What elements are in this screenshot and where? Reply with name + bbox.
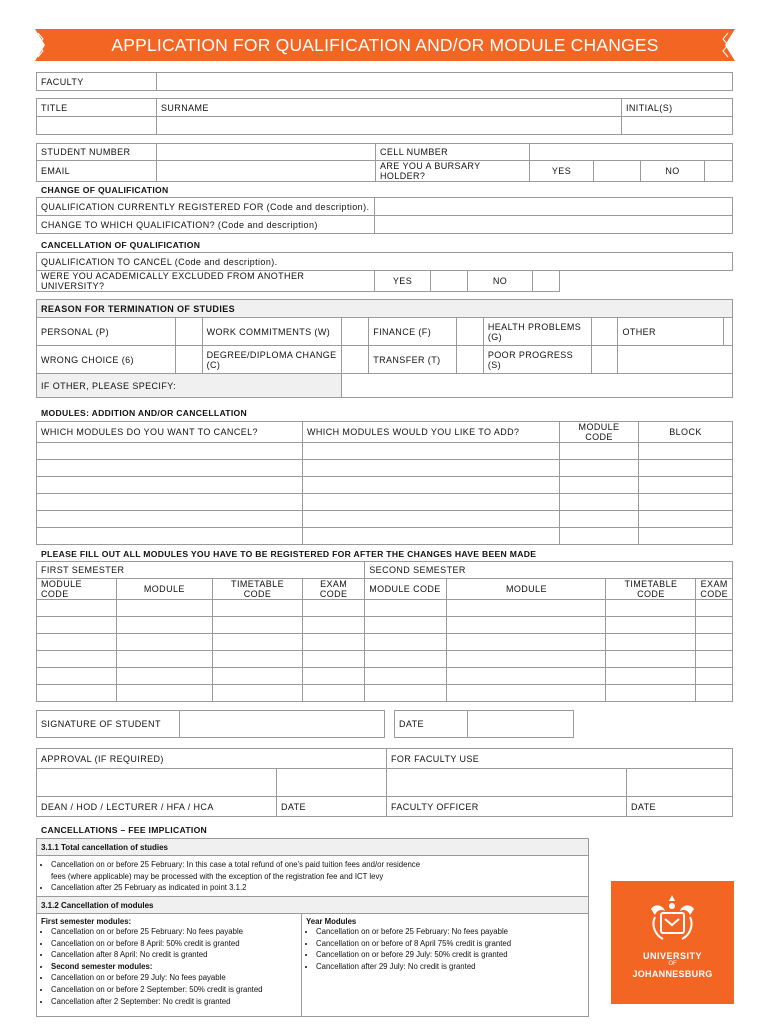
fees-year-item: • Cancellation after 29 July: No credit is granted (316, 961, 511, 973)
reason-poor-label: POOR PROGRESS (S) (483, 346, 591, 374)
cell-label: CELL NUMBER (376, 144, 530, 161)
modules-heading: MODULES: ADDITION AND/OR CANCELLATION (41, 408, 248, 418)
student-number-field[interactable] (157, 144, 376, 161)
modules-add-cell[interactable] (303, 511, 560, 528)
fees-total-list (37, 859, 420, 894)
signature-table (36, 710, 385, 738)
signature-date-field[interactable] (468, 711, 574, 738)
modules-row (37, 460, 733, 477)
reg-first-module-cell[interactable] (116, 651, 213, 668)
dean-field[interactable] (37, 769, 277, 797)
cancel-qualification-label: QUALIFICATION TO CANCEL (Code and description). (37, 253, 733, 271)
cancel-heading: CANCELLATION OF QUALIFICATION (41, 240, 201, 250)
fees-heading: CANCELLATIONS – FEE IMPLICATION (41, 825, 208, 835)
fees-first-item: • Cancellation on or before 25 February: No fees payable (51, 926, 263, 938)
fees-partial-heading: 3.1.2 Cancellation of modules (37, 897, 589, 914)
registered-row (37, 651, 733, 668)
reg-first-exam-cell[interactable] (302, 600, 364, 617)
modules-code-cell[interactable] (560, 477, 639, 494)
initials-field[interactable] (622, 117, 733, 135)
new-qualification-label: CHANGE TO WHICH QUALIFICATION? (Code and description) (37, 216, 375, 234)
faculty-table (36, 72, 733, 91)
signature-field[interactable] (180, 711, 385, 738)
reg-second-module-header: MODULE (447, 579, 606, 600)
modules-add-cell[interactable] (303, 460, 560, 477)
fees-total-heading: 3.1.1 Total cancellation of studies (37, 839, 589, 856)
reason-personal-box[interactable] (175, 318, 202, 346)
reg-first-timetable-cell[interactable] (213, 600, 303, 617)
cell-field[interactable] (530, 144, 733, 161)
year-modules-list: Year Modules • Cancellation on or before 25 February: No fees payable • Cancellation on or before of 8 April 75% credit is granted • Cancellation on or before 29 July: 50% credit is granted • Cancellation after 29 July: No credit is granted (302, 917, 511, 972)
student-number-label: STUDENT NUMBER (37, 144, 157, 161)
reg-first-exam-header: EXAM CODE (302, 579, 364, 600)
current-qualification-label: QUALIFICATION CURRENTLY REGISTERED FOR (Code and description). (37, 198, 375, 216)
reason-finance-box[interactable] (456, 318, 483, 346)
registered-heading: PLEASE FILL OUT ALL MODULES YOU HAVE TO BE REGISTERED FOR AFTER THE CHANGES HAVE BEEN MADE (41, 549, 537, 559)
fees-second-item: • Cancellation on or before 2 September: 50% credit is granted (51, 984, 263, 996)
reason-table (36, 299, 733, 398)
fees-table (36, 838, 589, 1017)
modules-cancel-cell[interactable] (37, 460, 303, 477)
reg-second-code-cell[interactable] (365, 685, 447, 702)
reg-first-exam-cell[interactable] (302, 668, 364, 685)
approval-table (36, 748, 733, 817)
reg-first-exam-cell[interactable] (302, 617, 364, 634)
reg-first-module-cell[interactable] (116, 668, 213, 685)
email-label: EMAIL (37, 161, 157, 182)
registered-row (37, 617, 733, 634)
reason-transfer-box[interactable] (456, 346, 483, 374)
modules-code-cell[interactable] (560, 528, 639, 545)
reg-first-module-header: MODULE (116, 579, 213, 600)
reg-first-module-cell[interactable] (116, 685, 213, 702)
signature-label: SIGNATURE OF STUDENT (37, 711, 180, 738)
bursary-yes-box[interactable] (594, 161, 641, 182)
reg-second-exam-cell[interactable] (696, 600, 733, 617)
registered-row (37, 685, 733, 702)
excluded-label: WERE YOU ACADEMICALLY EXCLUDED FROM ANOTHER UNIVERSITY? (37, 271, 375, 292)
officer-label: FACULTY OFFICER (387, 797, 627, 817)
reg-second-code-header: MODULE CODE (365, 579, 447, 600)
modules-row (37, 443, 733, 460)
logo-line-johannesburg: JOHANNESBURG (632, 969, 713, 979)
fees-first-item: • Cancellation on or before 8 April: 50% credit is granted (51, 938, 263, 950)
reg-second-exam-cell[interactable] (696, 634, 733, 651)
reason-degree-box[interactable] (342, 346, 369, 374)
reg-first-timetable-cell[interactable] (213, 634, 303, 651)
reason-wrong-box[interactable] (175, 346, 202, 374)
modules-block-header: BLOCK (639, 422, 733, 443)
reason-work-box[interactable] (342, 318, 369, 346)
reg-second-exam-header: EXAM CODE (696, 579, 733, 600)
surname-label: SURNAME (157, 99, 622, 117)
reg-second-timetable-cell[interactable] (606, 634, 696, 651)
excluded-no-box[interactable] (533, 271, 560, 292)
reason-specify-label: IF OTHER, PLEASE SPECIFY: (37, 374, 342, 398)
title-field[interactable] (37, 117, 157, 135)
reg-second-exam-cell[interactable] (696, 651, 733, 668)
reg-second-timetable-cell[interactable] (606, 685, 696, 702)
modules-code-cell[interactable] (560, 443, 639, 460)
officer-field[interactable] (387, 769, 627, 797)
reason-personal-label: PERSONAL (P) (37, 318, 176, 346)
fees-year-item: • Cancellation on or before of 8 April 75% credit is granted (316, 938, 511, 950)
bursary-label: ARE YOU A BURSARY HOLDER? (376, 161, 530, 182)
fees-first-item: • Cancellation after 8 April: No credit is granted (51, 949, 263, 961)
reg-second-module-cell[interactable] (447, 651, 606, 668)
reg-first-code-cell[interactable] (37, 600, 117, 617)
second-semester-header: SECOND SEMESTER (365, 562, 733, 579)
reg-first-timetable-cell[interactable] (213, 617, 303, 634)
bursary-no-box[interactable] (705, 161, 733, 182)
modules-add-header: WHICH MODULES WOULD YOU LIKE TO ADD? (303, 422, 560, 443)
modules-code-cell[interactable] (560, 460, 639, 477)
fees-second-heading: • Second semester modules: (51, 961, 263, 973)
reg-second-code-cell[interactable] (365, 634, 447, 651)
new-qualification-field[interactable] (375, 216, 733, 234)
faculty-label: FACULTY (37, 73, 157, 91)
modules-cancel-cell[interactable] (37, 494, 303, 511)
modules-add-cell[interactable] (303, 494, 560, 511)
modules-add-cell[interactable] (303, 443, 560, 460)
registered-row (37, 634, 733, 651)
faculty-use-label: FOR FACULTY USE (387, 749, 733, 769)
reg-first-code-cell[interactable] (37, 668, 117, 685)
reg-second-module-cell[interactable] (447, 634, 606, 651)
reg-first-timetable-cell[interactable] (213, 651, 303, 668)
reason-wrong-label: WRONG CHOICE (6) (37, 346, 176, 374)
surname-field[interactable] (157, 117, 622, 135)
fees-second-item: • Cancellation on or before 29 July: No fees payable (51, 972, 263, 984)
dean-date-field[interactable] (277, 769, 387, 797)
reg-first-exam-cell[interactable] (302, 651, 364, 668)
registered-table (36, 561, 733, 702)
title-label: TITLE (37, 99, 157, 117)
officer-date-field[interactable] (627, 769, 733, 797)
officer-date-label: DATE (627, 797, 733, 817)
university-logo (611, 881, 734, 1004)
reg-first-timetable-header: TIMETABLE CODE (213, 579, 303, 600)
faculty-field[interactable] (157, 73, 733, 91)
modules-code-cell[interactable] (560, 511, 639, 528)
modules-block-cell[interactable] (639, 528, 733, 545)
reg-second-exam-cell[interactable] (696, 668, 733, 685)
reg-second-timetable-cell[interactable] (606, 651, 696, 668)
reason-other-label: OTHER (618, 318, 724, 346)
modules-block-cell[interactable] (639, 511, 733, 528)
change-heading: CHANGE OF QUALIFICATION (41, 185, 169, 195)
reason-health-label: HEALTH PROBLEMS (G) (483, 318, 591, 346)
reg-second-code-cell[interactable] (365, 668, 447, 685)
initials-label: INITIAL(S) (622, 99, 733, 117)
first-semester-header: FIRST SEMESTER (37, 562, 365, 579)
reason-poor-box[interactable] (591, 346, 618, 374)
excluded-no-label: NO (468, 271, 533, 292)
excluded-yes-label: YES (375, 271, 431, 292)
signature-date-label: DATE (395, 711, 468, 738)
change-table (36, 197, 733, 234)
modules-add-cell[interactable] (303, 528, 560, 545)
excluded-yes-box[interactable] (431, 271, 468, 292)
reg-first-timetable-cell[interactable] (213, 668, 303, 685)
reason-work-label: WORK COMMITMENTS (W) (202, 318, 342, 346)
reg-second-module-cell[interactable] (447, 600, 606, 617)
modules-row (37, 511, 733, 528)
reg-second-module-cell[interactable] (447, 668, 606, 685)
reg-second-timetable-cell[interactable] (606, 617, 696, 634)
reason-transfer-label: TRANSFER (T) (369, 346, 457, 374)
reason-finance-label: FINANCE (F) (369, 318, 457, 346)
logo-line-university: UNIVERSITY (642, 951, 702, 961)
reg-second-module-cell[interactable] (447, 685, 606, 702)
fees-year-item: • Cancellation on or before 25 February: No fees payable (316, 926, 511, 938)
email-field[interactable] (157, 161, 376, 182)
modules-row (37, 494, 733, 511)
bursary-no-label: NO (641, 161, 705, 182)
modules-block-cell[interactable] (639, 443, 733, 460)
bursary-yes-label: YES (530, 161, 594, 182)
fees-total-item: • Cancellation on or before 25 February: In this case a total refund of one's paid tuition fees and/or residence fees (where applicable) may be processed with the exception of the registration fee and ICT levy (51, 859, 420, 882)
cancel-table (36, 252, 733, 292)
reason-degree-label: DEGREE/DIPLOMA CHANGE (C) (202, 346, 342, 374)
reg-first-code-header: MODULE CODE (37, 579, 117, 600)
title-banner (35, 29, 735, 61)
modules-cancel-header: WHICH MODULES DO YOU WANT TO CANCEL? (37, 422, 303, 443)
modules-table (36, 421, 733, 545)
reg-second-exam-cell[interactable] (696, 617, 733, 634)
modules-add-cell[interactable] (303, 477, 560, 494)
date-table (394, 710, 574, 738)
first-semester-list: First semester modules: • Cancellation on or before 25 February: No fees payable • Cancellation on or before 8 April: 50% credit is granted • Cancellation after 8 April: No credit is granted • Second semester modules: • Cancellation on or before 29 July: No fees payable • Cancellation on or before 2 September: 50% credit is granted • Cancellation after 2 September: No credit is granted (37, 917, 263, 1007)
current-qualification-field[interactable] (375, 198, 733, 216)
reg-first-exam-cell[interactable] (302, 634, 364, 651)
fees-total-item: • Cancellation after 25 February as indicated in point 3.1.2 (51, 882, 420, 894)
reg-second-timetable-cell[interactable] (606, 600, 696, 617)
modules-cancel-cell[interactable] (37, 528, 303, 545)
modules-code-header: MODULE CODE (560, 422, 639, 443)
reg-second-code-cell[interactable] (365, 651, 447, 668)
logo-line-of: OF (668, 961, 677, 967)
reg-first-code-cell[interactable] (37, 634, 117, 651)
reg-second-module-cell[interactable] (447, 617, 606, 634)
fees-year-item: • Cancellation on or before 29 July: 50% credit is granted (316, 949, 511, 961)
reason-other-box[interactable] (724, 318, 733, 346)
reg-second-code-cell[interactable] (365, 617, 447, 634)
reg-second-code-cell[interactable] (365, 600, 447, 617)
modules-cancel-cell[interactable] (37, 511, 303, 528)
crest-icon (611, 881, 734, 951)
reg-first-exam-cell[interactable] (302, 685, 364, 702)
reg-first-timetable-cell[interactable] (213, 685, 303, 702)
modules-block-cell[interactable] (639, 460, 733, 477)
modules-row (37, 528, 733, 545)
registered-row (37, 668, 733, 685)
reg-first-code-cell[interactable] (37, 617, 117, 634)
modules-cancel-cell[interactable] (37, 443, 303, 460)
modules-block-cell[interactable] (639, 477, 733, 494)
reason-specify-field[interactable] (342, 374, 733, 398)
name-table (36, 98, 733, 135)
approval-label: APPROVAL (IF REQUIRED) (37, 749, 387, 769)
reg-first-module-cell[interactable] (116, 600, 213, 617)
modules-block-cell[interactable] (639, 494, 733, 511)
reg-second-timetable-cell[interactable] (606, 668, 696, 685)
reg-first-module-cell[interactable] (116, 617, 213, 634)
modules-code-cell[interactable] (560, 494, 639, 511)
modules-row (37, 477, 733, 494)
reg-first-code-cell[interactable] (37, 651, 117, 668)
dean-label: DEAN / HOD / LECTURER / HFA / HCA (37, 797, 277, 817)
reg-first-code-cell[interactable] (37, 685, 117, 702)
reg-second-timetable-header: TIMETABLE CODE (606, 579, 696, 600)
contact-table (36, 143, 733, 182)
dean-date-label: DATE (277, 797, 387, 817)
modules-cancel-cell[interactable] (37, 477, 303, 494)
reason-heading: REASON FOR TERMINATION OF STUDIES (37, 300, 733, 318)
page-title: APPLICATION FOR QUALIFICATION AND/OR MODULE CHANGES (111, 35, 659, 55)
fees-second-item: • Cancellation after 2 September: No credit is granted (51, 996, 263, 1008)
registered-row (37, 600, 733, 617)
reg-first-module-cell[interactable] (116, 634, 213, 651)
reg-second-exam-cell[interactable] (696, 685, 733, 702)
reason-health-box[interactable] (591, 318, 618, 346)
